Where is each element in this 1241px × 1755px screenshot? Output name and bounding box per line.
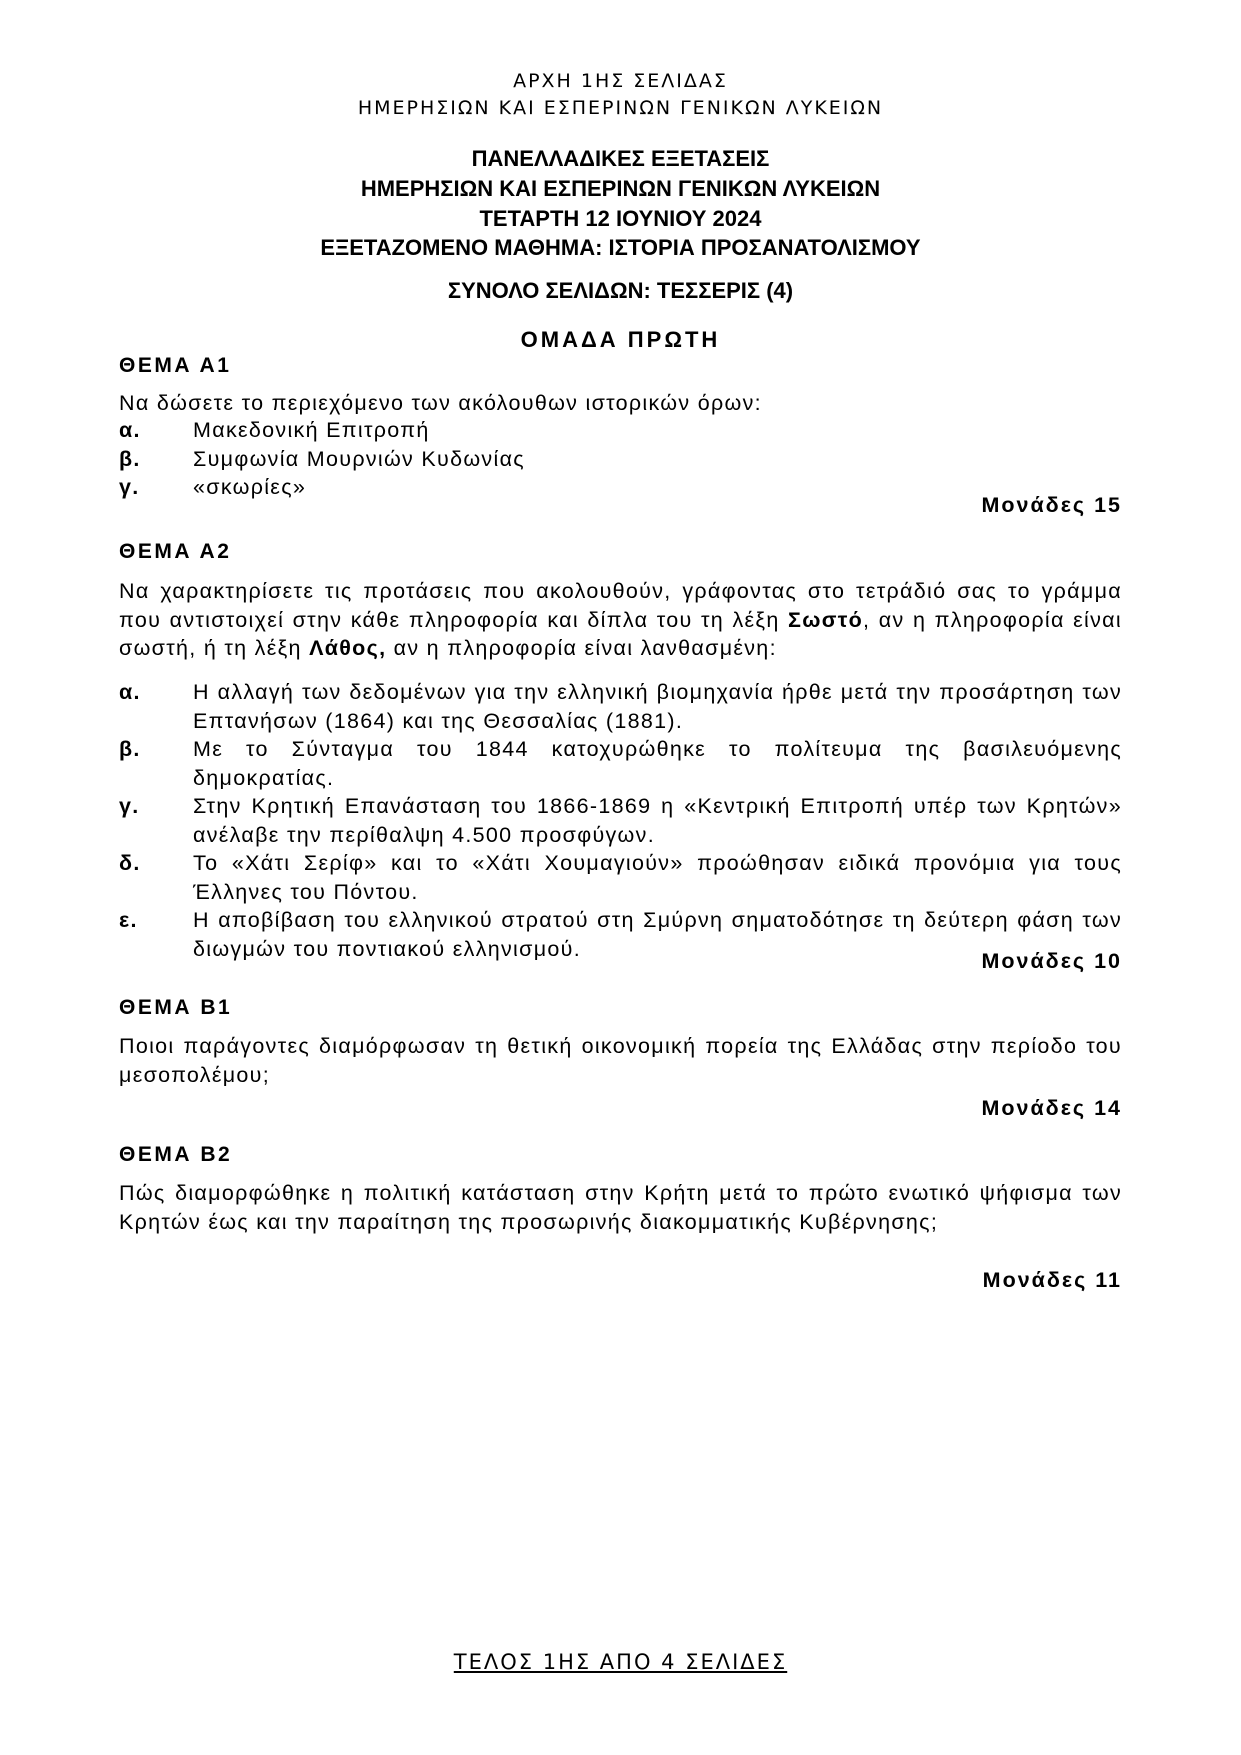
topic-b2-heading: ΘΕΜΑ Β2 [119,1143,233,1166]
list-marker: ε. [119,908,138,932]
list-item [119,735,1122,792]
list-item [119,849,1122,906]
list-item-text: Το «Χάτι Σερίφ» και το «Χάτι Χουμαγιούν» προώθησαν ειδικά προνόμια για τους Έλληνες του Πόντου. [193,851,1122,904]
topic-b2-marks: Μονάδες 11 [982,1268,1122,1292]
exam-date: ΤΕΤΑΡΤΗ 12 ΙΟΥΝΙΟΥ 2024 [479,206,762,231]
list-marker: γ. [119,794,140,818]
list-item-text: Μακεδονική Επιτροπή [193,418,430,442]
page-end-label: ΤΕΛΟΣ 1ΗΣ ΑΠΟ 4 ΣΕΛΙΔΕΣ [453,1650,788,1674]
topic-a2-list [119,678,1122,963]
list-item [119,678,1122,735]
exam-title: ΠΑΝΕΛΛΑΔΙΚΕΣ ΕΞΕΤΑΣΕΙΣ [471,146,770,171]
topic-a1-list [119,416,1122,502]
list-item [119,792,1122,849]
topic-a1-marks: Μονάδες 15 [981,493,1122,517]
topic-b2-text: Πώς διαμορφώθηκε η πολιτική κατάσταση στην Κρήτη μετά το πρώτο ενωτικό ψήφισμα των Κρητών έως και την παραίτηση της προσωρινής διακομματικής Κυβέρνησης; [119,1181,1122,1234]
topic-a1-heading: ΘΕΜΑ Α1 [119,354,232,377]
intro-text: αν η πληροφορία είναι λανθασμένη: [386,636,777,660]
list-item-text: Συμφωνία Μουρνιών Κυδωνίας [193,446,525,471]
topic-b1-marks: Μονάδες 14 [981,1096,1122,1120]
topic-a2-heading: ΘΕΜΑ Α2 [119,540,232,563]
school-type-label: ΗΜΕΡΗΣΙΩΝ ΚΑΙ ΕΣΠΕΡΙΝΩΝ ΓΕΝΙΚΩΝ ΛΥΚΕΙΩΝ [357,97,884,119]
correct-keyword: Σωστό [788,607,864,632]
list-marker: δ. [119,851,141,875]
topic-b1-text: Ποιοι παράγοντες διαμόρφωσαν τη θετική οικονομική πορεία της Ελλάδας στην περίοδο του μεσοπολέμου; [119,1034,1122,1087]
wrong-keyword: Λάθος, [309,636,387,660]
list-item-text: Στην Κρητική Επανάσταση του 1866-1869 η «Κεντρική Επιτροπή υπέρ των Κρητών» ανέλαβε την περίθαλψη 4.500 προσφύγων. [193,794,1122,847]
list-marker: α. [119,680,141,704]
list-item [119,906,1122,963]
exam-subtitle: ΗΜΕΡΗΣΙΩΝ ΚΑΙ ΕΣΠΕΡΙΝΩΝ ΓΕΝΙΚΩΝ ΛΥΚΕΙΩΝ [360,176,881,201]
list-item-text: «σκωρίες» [193,475,307,499]
topic-a1-intro: Να δώσετε το περιεχόμενο των ακόλουθων ιστορικών όρων: [119,391,762,415]
group-title: ΟΜΑΔΑ ΠΡΩΤΗ [520,327,721,352]
list-item [119,445,1122,474]
list-marker: β. [119,737,141,761]
exam-subject: ΕΞΕΤΑΖΟΜΕΝΟ ΜΑΘΗΜΑ: ΙΣΤΟΡΙΑ ΠΡΟΣΑΝΑΤΟΛΙΣΜΟΥ [320,235,921,260]
intro-text: Να χαρακτηρίσετε τις προτάσεις που ακολουθούν, γράφοντας στο τετράδιό σας το γράμμα που αντιστοιχεί στην κάθε πληροφορία και δίπλα του τη λέξη [119,579,1122,632]
page-start-label: ΑΡΧΗ 1ΗΣ ΣΕΛΙΔΑΣ [513,70,728,92]
list-item [119,473,1122,502]
total-pages: ΣΥΝΟΛΟ ΣΕΛΙΔΩΝ: ΤΕΣΣΕΡΙΣ (4) [447,278,794,303]
page-footer [0,1650,1241,1674]
list-item-text: Με το Σύνταγμα του 1844 κατοχυρώθηκε το πολίτευμα της βασιλευόμενης δημοκρατίας. [193,737,1122,790]
list-item-text: Η αποβίβαση του ελληνικού στρατού στη Σμύρνη σηματοδότησε τη δεύτερη φάση των διωγμών του ποντιακού ελληνισμού. [193,908,1122,961]
list-item [119,416,1122,445]
list-item-text: Η αλλαγή των δεδομένων για την ελληνική βιομηχανία ήρθε μετά την προσάρτηση των Επτανήσων (1864) και της Θεσσαλίας (1881). [193,680,1122,733]
list-marker: γ. [119,475,140,499]
intro-text: , αν η πληροφορία είναι σωστή, ή τη λέξη [119,607,1122,660]
list-marker: β. [119,446,141,471]
topic-a2-marks: Μονάδες 10 [981,949,1122,973]
list-marker: α. [119,418,141,442]
topic-b1-heading: ΘΕΜΑ Β1 [119,996,233,1019]
topic-a2-intro [119,577,1122,663]
